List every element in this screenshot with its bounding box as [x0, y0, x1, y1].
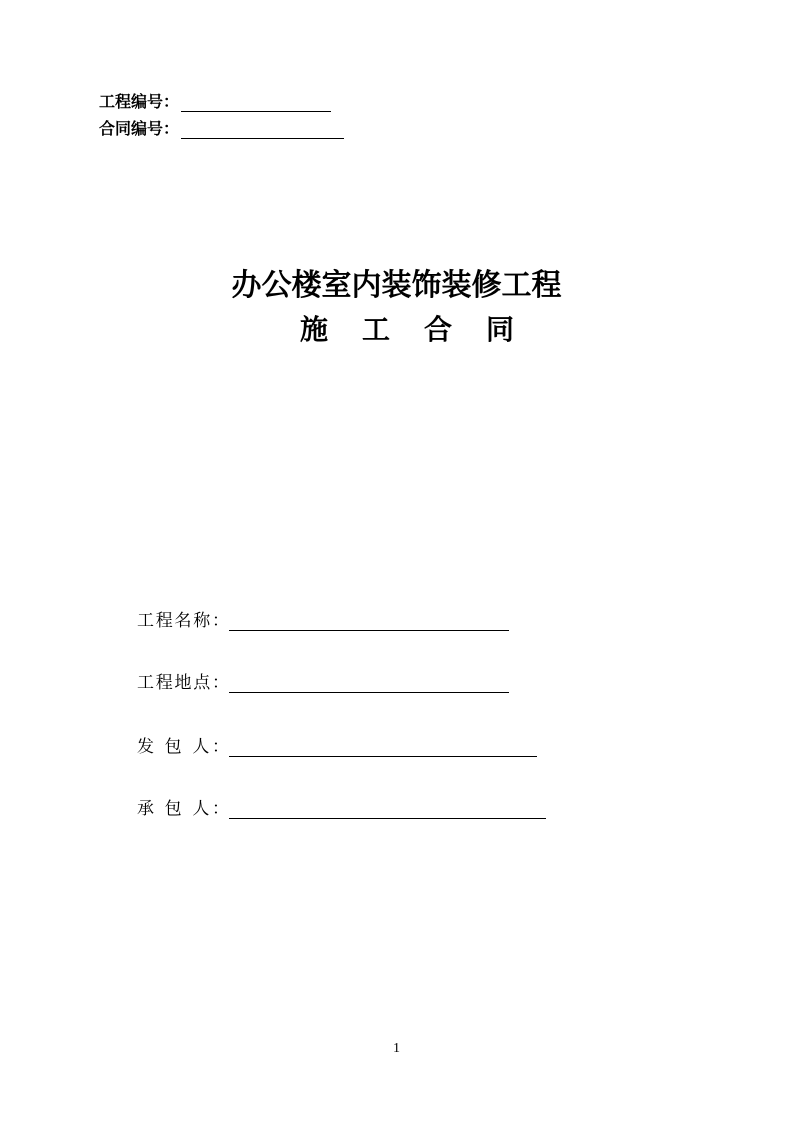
project-name-label: 工程名称： [137, 611, 229, 631]
employer-field [137, 731, 537, 757]
document-title: 办公楼室内装饰装修工程 [231, 268, 562, 303]
contract-number-blank [181, 120, 344, 139]
project-number-field [99, 90, 331, 112]
contract-number-label: 合同编号： [99, 119, 180, 138]
project-name-field [137, 605, 509, 631]
project-location-field [137, 667, 509, 693]
contractor-label: 承 包 人： [137, 799, 229, 819]
contractor-field [137, 793, 546, 819]
employer-blank [229, 736, 537, 757]
contract-number-field [99, 117, 344, 139]
project-number-label: 工程编号： [99, 92, 180, 111]
page-number: 1 [393, 1041, 400, 1056]
employer-label: 发 包 人： [137, 737, 229, 757]
document-subtitle: 施工合同 [300, 313, 549, 346]
project-location-label: 工程地点： [137, 673, 229, 693]
project-location-blank [229, 672, 509, 693]
project-name-blank [229, 610, 509, 631]
contractor-blank [229, 798, 546, 819]
project-number-blank [181, 93, 331, 112]
